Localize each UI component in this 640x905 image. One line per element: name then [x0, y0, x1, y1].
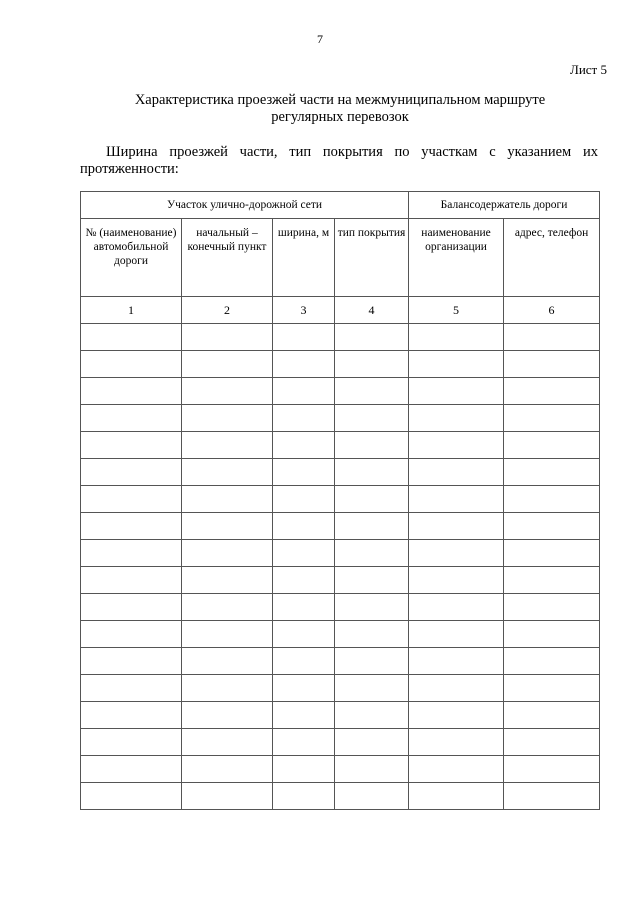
blank-table-cell	[335, 378, 409, 405]
blank-table-row	[81, 351, 600, 378]
blank-table-row	[81, 756, 600, 783]
blank-table-cell	[81, 783, 182, 810]
blank-table-cell	[182, 486, 273, 513]
blank-table-row	[81, 405, 600, 432]
column-header-organization-name: наименование организации	[409, 219, 504, 297]
blank-table-cell	[504, 351, 600, 378]
blank-table-cell	[504, 594, 600, 621]
blank-table-cell	[182, 324, 273, 351]
blank-table-cell	[81, 486, 182, 513]
blank-table-cell	[273, 513, 335, 540]
column-number: 6	[504, 297, 600, 324]
blank-table-row	[81, 378, 600, 405]
blank-table-cell	[504, 783, 600, 810]
blank-table-cell	[81, 432, 182, 459]
blank-table-cell	[409, 540, 504, 567]
blank-table-cell	[81, 702, 182, 729]
column-header-address-phone: адрес, телефон	[504, 219, 600, 297]
blank-table-cell	[409, 702, 504, 729]
column-header-width: ширина, м	[273, 219, 335, 297]
blank-table-row	[81, 594, 600, 621]
blank-table-row	[81, 486, 600, 513]
blank-table-cell	[273, 621, 335, 648]
blank-table-cell	[273, 324, 335, 351]
sheet-label: Лист 5	[570, 62, 607, 77]
intro-text: Ширина проезжей части, тип покрытия по участкам с указанием их протяженности:	[80, 144, 598, 177]
blank-table-cell	[81, 459, 182, 486]
blank-table-cell	[273, 486, 335, 513]
blank-table-cell	[504, 459, 600, 486]
column-header-row	[81, 219, 600, 297]
blank-table-cell	[409, 648, 504, 675]
blank-table-cell	[273, 351, 335, 378]
blank-table-cell	[335, 621, 409, 648]
blank-table-cell	[81, 540, 182, 567]
blank-table-cell	[182, 756, 273, 783]
blank-table-cell	[504, 540, 600, 567]
title-line-2: регулярных перевозок	[271, 109, 409, 125]
blank-table-cell	[504, 513, 600, 540]
blank-table-row	[81, 513, 600, 540]
blank-table-cell	[409, 567, 504, 594]
blank-table-cell	[335, 486, 409, 513]
group-header-road-owner: Балансодержатель дороги	[409, 192, 600, 219]
blank-table-cell	[335, 783, 409, 810]
blank-table-cell	[273, 432, 335, 459]
blank-table-cell	[182, 540, 273, 567]
blank-table-cell	[335, 702, 409, 729]
column-number-row	[81, 297, 600, 324]
blank-table-cell	[504, 486, 600, 513]
blank-table-cell	[182, 783, 273, 810]
blank-table-cell	[504, 729, 600, 756]
blank-table-cell	[81, 675, 182, 702]
blank-table-cell	[335, 756, 409, 783]
blank-table-row	[81, 621, 600, 648]
blank-table-cell	[335, 324, 409, 351]
blank-table-cell	[409, 378, 504, 405]
blank-table-cell	[504, 702, 600, 729]
group-header-row	[81, 192, 600, 219]
blank-table-cell	[182, 702, 273, 729]
blank-table-cell	[409, 351, 504, 378]
blank-table-cell	[81, 351, 182, 378]
blank-table-cell	[409, 756, 504, 783]
blank-table-row	[81, 783, 600, 810]
blank-table-cell	[81, 378, 182, 405]
blank-table-cell	[504, 567, 600, 594]
blank-table-cell	[81, 567, 182, 594]
blank-table-cell	[273, 756, 335, 783]
blank-table-cell	[273, 405, 335, 432]
blank-table-cell	[504, 324, 600, 351]
column-header-start-end-point: начальный – конечный пункт	[182, 219, 273, 297]
blank-table-cell	[409, 459, 504, 486]
blank-table-cell	[81, 756, 182, 783]
blank-table-cell	[335, 594, 409, 621]
blank-table-row	[81, 702, 600, 729]
blank-table-cell	[504, 405, 600, 432]
blank-table-row	[81, 729, 600, 756]
blank-table-cell	[182, 378, 273, 405]
blank-table-row	[81, 432, 600, 459]
blank-table-cell	[504, 378, 600, 405]
blank-table-row	[81, 324, 600, 351]
blank-table-cell	[182, 432, 273, 459]
blank-table-cell	[335, 675, 409, 702]
road-characteristics-table	[80, 191, 600, 810]
blank-table-row	[81, 675, 600, 702]
blank-table-cell	[409, 486, 504, 513]
blank-table-cell	[273, 783, 335, 810]
column-number: 3	[273, 297, 335, 324]
column-number: 4	[335, 297, 409, 324]
blank-table-cell	[409, 675, 504, 702]
blank-table-cell	[273, 567, 335, 594]
blank-table-row	[81, 648, 600, 675]
blank-table-cell	[335, 729, 409, 756]
column-number: 5	[409, 297, 504, 324]
blank-table-cell	[273, 594, 335, 621]
blank-table-cell	[182, 567, 273, 594]
blank-table-row	[81, 459, 600, 486]
blank-table-cell	[273, 702, 335, 729]
blank-table-cell	[81, 324, 182, 351]
blank-table-cell	[81, 513, 182, 540]
blank-table-cell	[504, 675, 600, 702]
blank-table-cell	[273, 729, 335, 756]
blank-table-cell	[182, 351, 273, 378]
blank-table-cell	[335, 648, 409, 675]
page-number: 7	[317, 32, 323, 46]
blank-table-cell	[81, 405, 182, 432]
blank-table-cell	[335, 567, 409, 594]
blank-table-cell	[182, 648, 273, 675]
document-title	[80, 92, 600, 126]
blank-table-cell	[335, 405, 409, 432]
blank-table-cell	[273, 648, 335, 675]
blank-table-cell	[335, 351, 409, 378]
blank-table-cell	[273, 675, 335, 702]
blank-table-cell	[409, 432, 504, 459]
blank-table-cell	[409, 729, 504, 756]
blank-table-cell	[409, 405, 504, 432]
title-line-1: Характеристика проезжей части на межмуниципальном маршруте	[134, 92, 546, 108]
column-header-surface-type: тип покрытия	[335, 219, 409, 297]
blank-table-cell	[81, 594, 182, 621]
column-number: 2	[182, 297, 273, 324]
blank-table-cell	[182, 729, 273, 756]
blank-table-cell	[182, 459, 273, 486]
blank-table-cell	[273, 378, 335, 405]
column-number: 1	[81, 297, 182, 324]
blank-table-cell	[182, 594, 273, 621]
blank-table-cell	[182, 675, 273, 702]
column-header-road-number: № (наименование) автомобильной дороги	[81, 219, 182, 297]
blank-table-cell	[409, 621, 504, 648]
blank-table-cell	[409, 324, 504, 351]
blank-table-cell	[81, 648, 182, 675]
blank-table-row	[81, 540, 600, 567]
blank-table-cell	[504, 756, 600, 783]
blank-table-cell	[182, 621, 273, 648]
blank-table-cell	[335, 540, 409, 567]
blank-table-cell	[409, 513, 504, 540]
blank-table-cell	[273, 459, 335, 486]
blank-table-cell	[335, 432, 409, 459]
blank-table-cell	[182, 513, 273, 540]
blank-table-cell	[504, 621, 600, 648]
blank-table-cell	[81, 621, 182, 648]
blank-table-cell	[504, 432, 600, 459]
blank-table-cell	[504, 648, 600, 675]
blank-table-cell	[335, 459, 409, 486]
blank-table-cell	[273, 540, 335, 567]
blank-table-row	[81, 567, 600, 594]
blank-table-cell	[409, 594, 504, 621]
blank-table-cell	[409, 783, 504, 810]
blank-table-cell	[335, 513, 409, 540]
blank-table-cell	[81, 729, 182, 756]
group-header-road-section: Участок улично-дорожной сети	[81, 192, 409, 219]
blank-table-cell	[182, 405, 273, 432]
